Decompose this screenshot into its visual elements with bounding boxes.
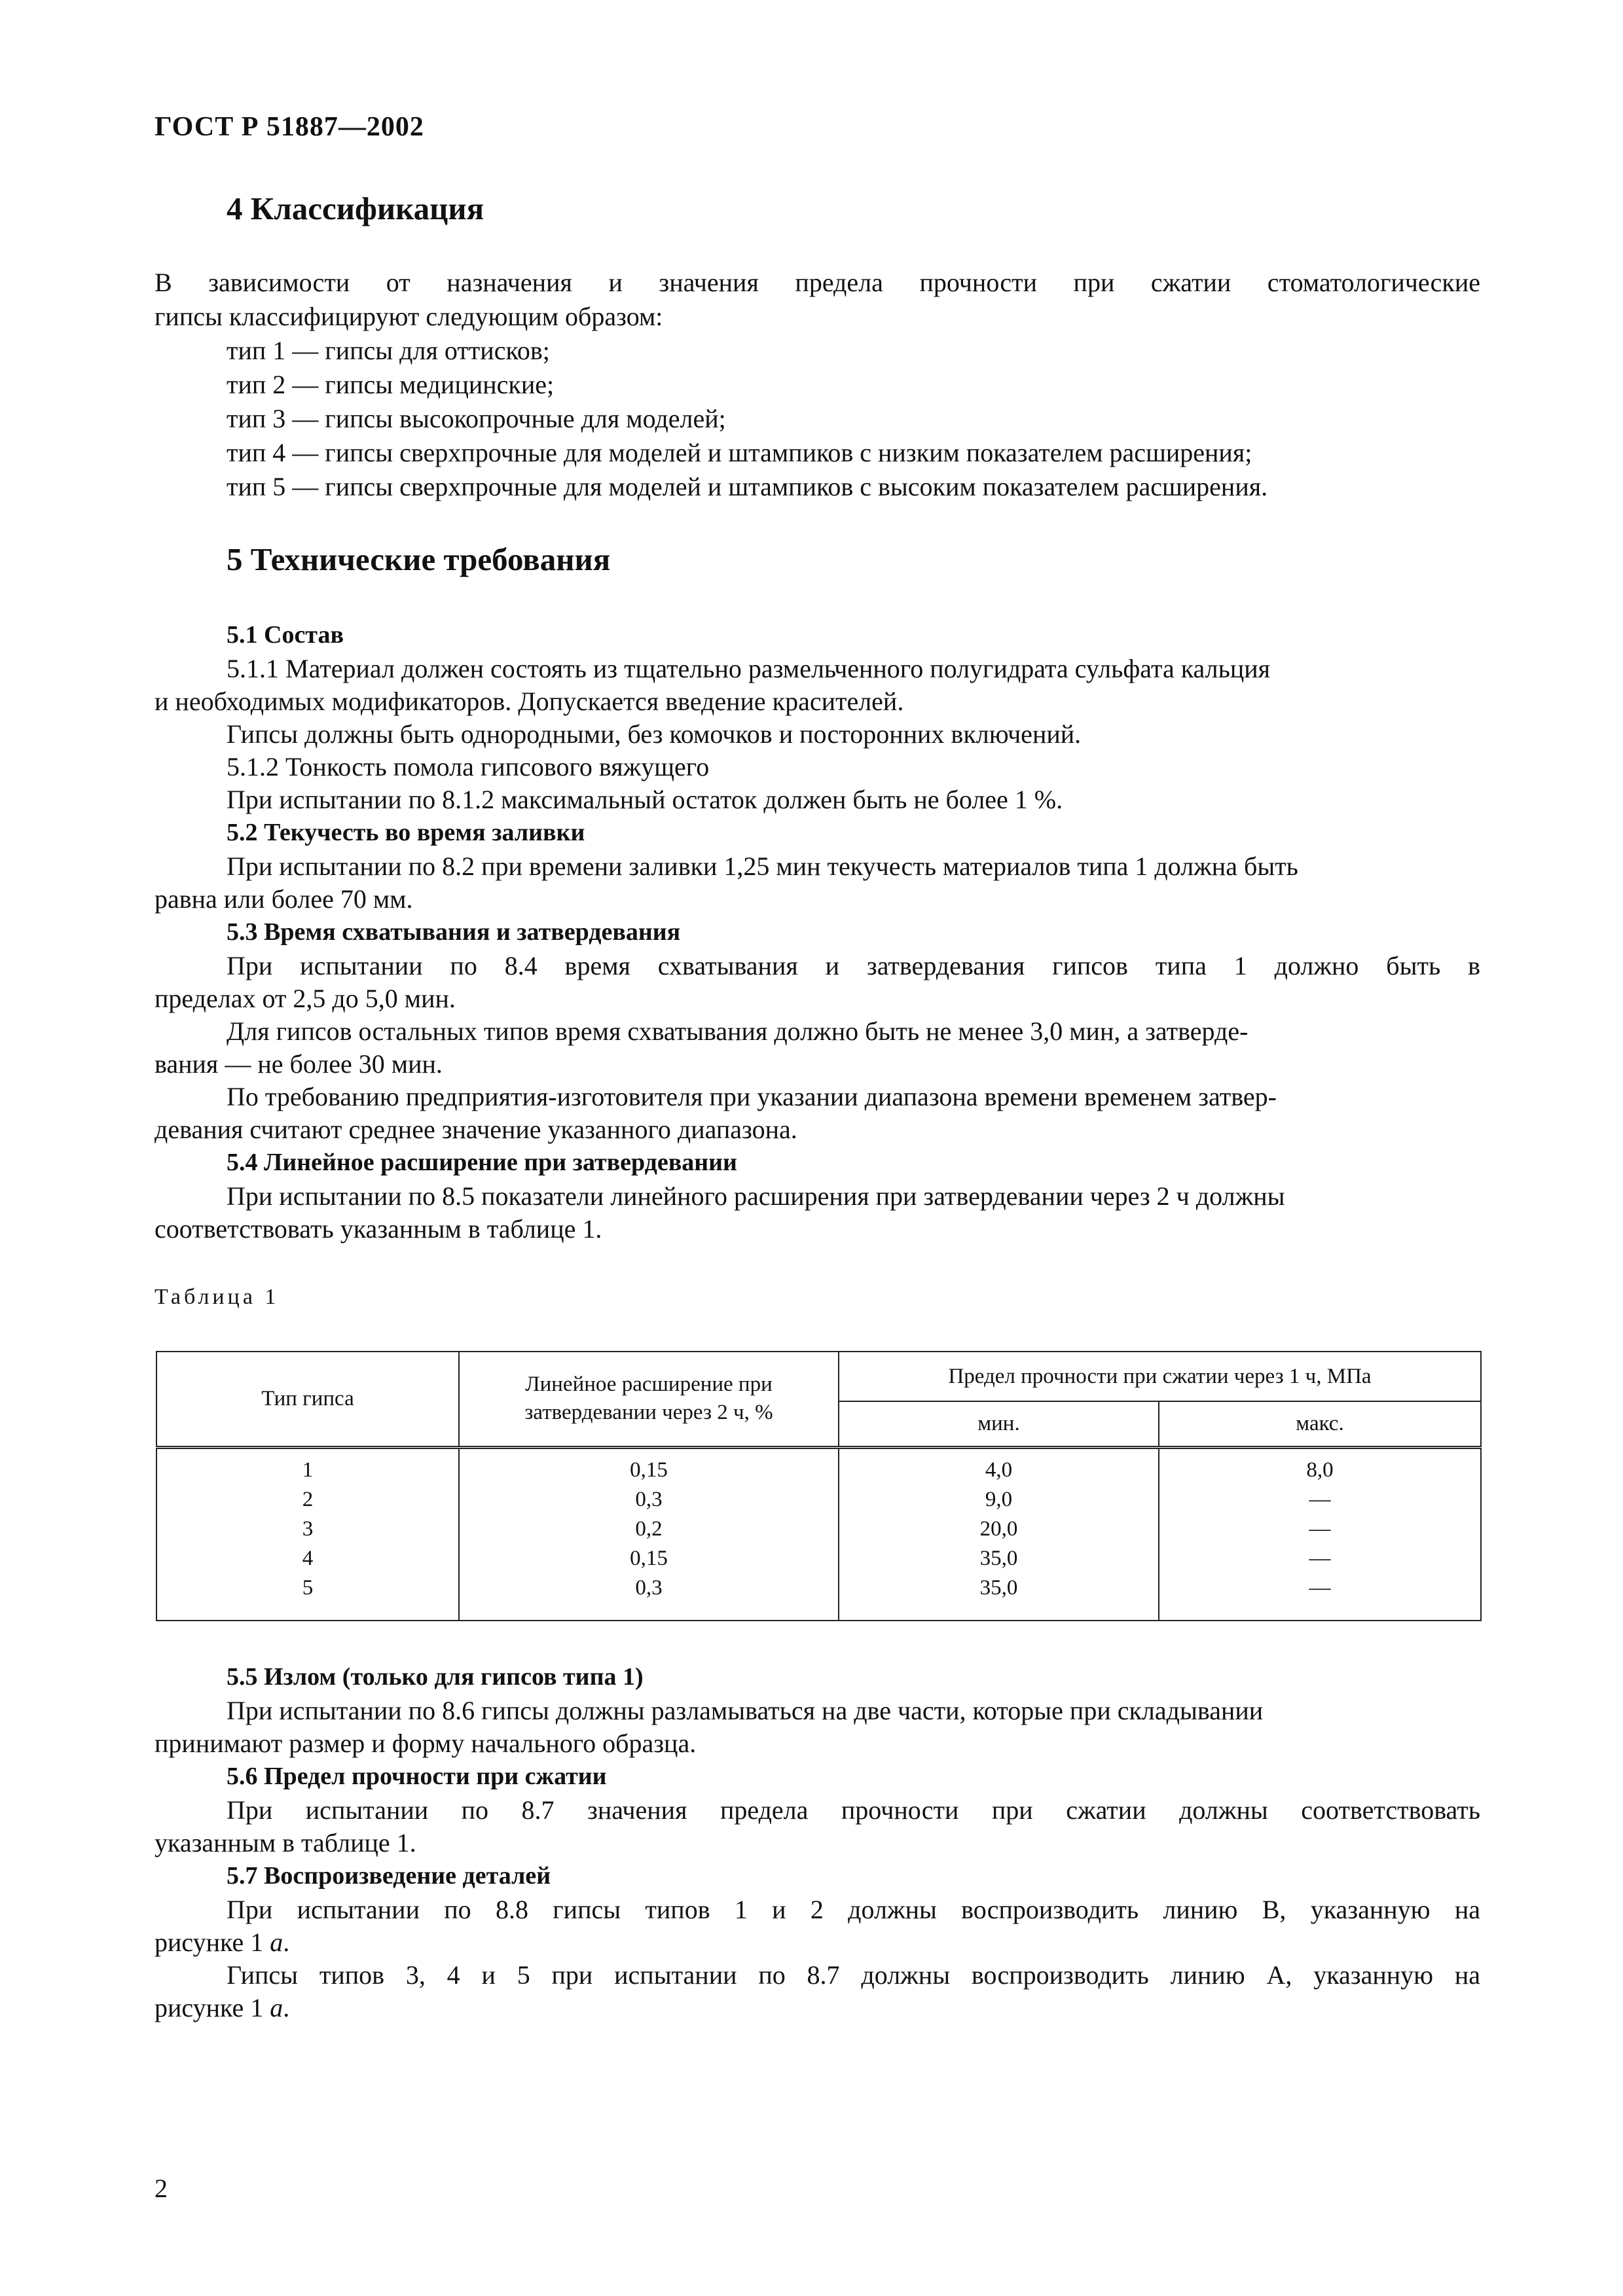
table-cell: 0,3 — [635, 1487, 663, 1511]
paragraph: Гипсы типов 3, 4 и 5 при испытании по 8.7 должны воспроизводить линию А, указанную на — [227, 1960, 1480, 1990]
classification-item: тип 3 — гипсы высокопрочные для моделей; — [227, 404, 726, 433]
table-cell: 4 — [302, 1546, 314, 1570]
classification-item: тип 5 — гипсы сверхпрочные для моделей и штампиков с высоким показателем расширения. — [227, 472, 1268, 501]
paragraph: 5.1.1 Материал должен состоять из тщательно размельченного полугидрата сульфата кальция — [227, 654, 1271, 683]
paragraph — [155, 1992, 289, 2023]
table-cell: 8,0 — [1306, 1458, 1334, 1482]
paragraph: 5.1.2 Тонкость помола гипсового вяжущего — [227, 752, 710, 781]
paragraph: и необходимых модификаторов. Допускается введение красителей. — [155, 687, 904, 716]
paragraph: При испытании по 8.7 значения предела прочности при сжатии должны соответствовать — [227, 1795, 1480, 1825]
paragraph: При испытании по 8.8 гипсы типов 1 и 2 должны воспроизводить линию В, указанную на — [227, 1895, 1480, 1924]
table-cell: 0,2 — [635, 1516, 663, 1541]
subsection-5-4-title: 5.4 Линейное расширение при затвердевании — [227, 1149, 737, 1176]
section-4-title: 4 Классификация — [227, 190, 484, 226]
table-cell: 0,3 — [635, 1575, 663, 1600]
table-cell: 4,0 — [985, 1458, 1013, 1482]
paragraph: Гипсы должны быть однородными, без комочков и посторонних включений. — [227, 719, 1082, 749]
subsection-5-2-title: 5.2 Текучесть во время заливки — [227, 819, 585, 846]
table-cell: 20,0 — [979, 1516, 1018, 1541]
column-max-values — [1159, 1447, 1481, 1621]
text-run: рисунке 1 — [155, 1928, 270, 1957]
table-cell: 35,0 — [979, 1575, 1018, 1600]
table-cell: 1 — [302, 1458, 314, 1482]
column-header-strength: Предел прочности при сжатии через 1 ч, МПа — [839, 1352, 1481, 1401]
text-run: . — [283, 1928, 290, 1957]
table-cell: — — [1309, 1487, 1331, 1511]
section-5-title: 5 Технические требования — [227, 541, 611, 577]
figure-ref-italic: а — [270, 1928, 283, 1957]
table-cell: 0,15 — [630, 1458, 668, 1482]
paragraph: По требованию предприятия-изготовителя при указании диапазона времени временем затвер- — [227, 1082, 1277, 1111]
paragraph: равна или более 70 мм. — [155, 884, 413, 914]
figure-ref-italic: а — [270, 1993, 283, 2022]
table-cell: 9,0 — [985, 1487, 1013, 1511]
column-header-max: макс. — [1159, 1401, 1481, 1447]
paragraph: указанным в таблице 1. — [155, 1828, 416, 1857]
subsection-5-7-title: 5.7 Воспроизведение деталей — [227, 1862, 551, 1890]
paragraph — [155, 1927, 289, 1958]
column-header-expansion-line1: Линейное расширение при — [525, 1372, 773, 1397]
table-cell: 5 — [302, 1575, 314, 1600]
subsection-5-3-title: 5.3 Время схватывания и затвердевания — [227, 918, 681, 946]
section-4-intro-line2: гипсы классифицируют следующим образом: — [155, 302, 663, 331]
column-min-values — [839, 1447, 1159, 1621]
paragraph: Для гипсов остальных типов время схватывания должно быть не менее 3,0 мин, а затверде- — [227, 1016, 1249, 1046]
classification-item: тип 4 — гипсы сверхпрочные для моделей и штампиков с низким показателем расширения; — [227, 438, 1252, 467]
table-caption: Таблица 1 — [155, 1285, 280, 1309]
paragraph: соответствовать указанным в таблице 1. — [155, 1214, 602, 1244]
table-cell: 3 — [302, 1516, 314, 1541]
column-expansion-values — [459, 1447, 839, 1621]
column-type-values — [156, 1447, 459, 1621]
paragraph: пределах от 2,5 до 5,0 мин. — [155, 984, 456, 1013]
column-header-type: Тип гипса — [156, 1352, 459, 1447]
table-1 — [156, 1351, 1482, 1621]
page-number: 2 — [155, 2174, 168, 2203]
table-cell: — — [1309, 1575, 1331, 1600]
paragraph: принимают размер и форму начального образца. — [155, 1729, 697, 1758]
paragraph: При испытании по 8.1.2 максимальный остаток должен быть не более 1 %. — [227, 785, 1063, 814]
classification-item: тип 1 — гипсы для оттисков; — [227, 336, 550, 365]
text-run: рисунке 1 — [155, 1993, 270, 2022]
table-cell: — — [1309, 1516, 1331, 1541]
section-4-intro-line1: В зависимости от назначения и значения предела прочности при сжатии стоматологические — [155, 268, 1480, 297]
classification-item: тип 2 — гипсы медицинские; — [227, 370, 555, 399]
column-header-expansion — [459, 1352, 839, 1447]
paragraph: вания — не более 30 мин. — [155, 1049, 443, 1079]
table-cell: — — [1309, 1546, 1331, 1570]
paragraph: При испытании по 8.5 показатели линейного расширения при затвердевании через 2 ч должны — [227, 1181, 1285, 1211]
paragraph: При испытании по 8.6 гипсы должны разламываться на две части, которые при складывании — [227, 1696, 1264, 1725]
paragraph: При испытании по 8.4 время схватывания и затвердевания гипсов типа 1 должно быть в — [227, 951, 1480, 980]
document-header: ГОСТ Р 51887—2002 — [155, 112, 424, 142]
subsection-5-6-title: 5.6 Предел прочности при сжатии — [227, 1763, 607, 1790]
paragraph: девания считают среднее значение указанного диапазона. — [155, 1115, 797, 1144]
subsection-5-1-title: 5.1 Состав — [227, 621, 344, 649]
column-header-expansion-line2: затвердевании через 2 ч, % — [524, 1401, 773, 1425]
text-run: . — [283, 1993, 290, 2022]
table-cell: 35,0 — [979, 1546, 1018, 1570]
paragraph: При испытании по 8.2 при времени заливки 1,25 мин текучесть материалов типа 1 должна быть — [227, 852, 1298, 881]
table-cell: 0,15 — [630, 1546, 668, 1570]
table-cell: 2 — [302, 1487, 314, 1511]
subsection-5-5-title: 5.5 Излом (только для гипсов типа 1) — [227, 1663, 644, 1691]
column-header-min: мин. — [839, 1401, 1159, 1447]
